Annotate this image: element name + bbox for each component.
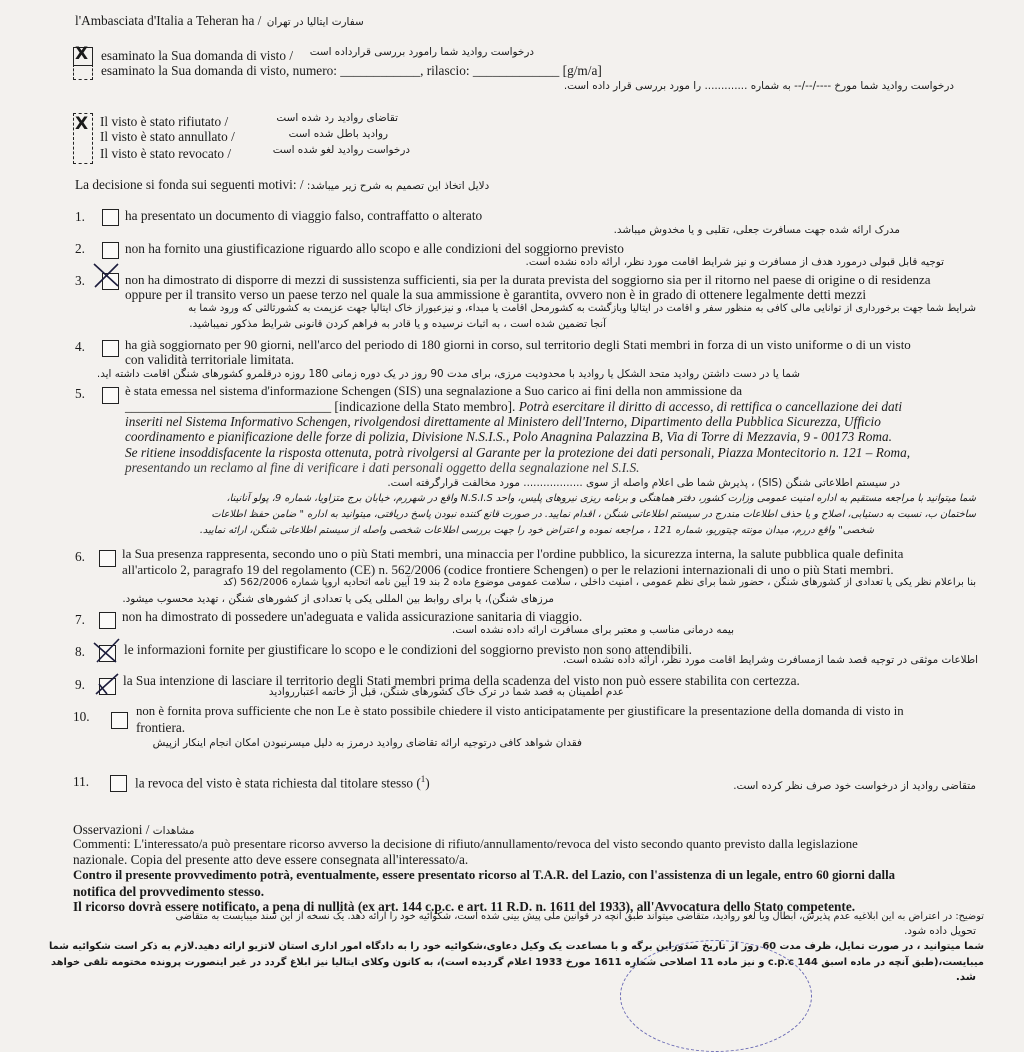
motive-5-text-2: [125, 399, 902, 414]
motive-9-text: la Sua intenzione di lasciare il territorio degli Stati membri prima della scadenza del visto non può essere stabilita con certezza.: [123, 673, 800, 688]
item-number: 5.: [75, 386, 85, 401]
motives-heading-fa: دلایل اتخاذ این تصمیم به شرح زیر میباشد:: [306, 180, 490, 192]
motive-6-checkbox[interactable]: [99, 550, 116, 567]
examined-line-1-fa: درخواست روادید شما رامورد بررسی قرارداده است: [309, 46, 534, 58]
motive-3-strike-mark: [92, 262, 120, 288]
motive-2-text: non ha fornito una giustificazione riguardo allo scopo e alle condizioni del soggiorno previsto: [125, 241, 624, 256]
official-stamp: [620, 940, 812, 1052]
motive-9-strike-mark: [93, 672, 121, 698]
motive-1-text: ha presentato un documento di viaggio falso, contraffatto o alterato: [125, 208, 483, 223]
motives-heading-text: La decisione si fonda sui seguenti motivi: /: [75, 177, 304, 192]
motive-5-checkbox[interactable]: [102, 387, 119, 404]
examined-line-2-fa: درخواست روادید شما مورخ ----/--/-- به شماره ............. را مورد بررسی قرار داده است.: [563, 80, 954, 92]
item-number: 9.: [75, 677, 85, 692]
embassy-line: [75, 13, 364, 30]
item-number: 10.: [73, 709, 90, 724]
motive-4-fa: شما یا در دست داشتن روادید متحد الشکل یا روادید با محدودیت مرزی، برای مدت 90 روز در یک دوره زمانی 180 روزه درقلمرو کشورهای شنگن اقامت داشته اید.: [96, 368, 800, 380]
comment-line-2: nazionale. Copia del presente atto deve essere consegnata all'interessato/a.: [73, 852, 469, 867]
comment-line-1: Commenti: L'interessato/a può presentare ricorso avverso la decisione di rifiuto/annullamento/revoca del visto secondo quanto previsto dalla legislazione: [73, 837, 858, 851]
comment-fa-2: تحویل داده شود.: [904, 925, 976, 937]
motive-3-text-2: oppure per il transito verso un paese terzo nel quale la sua ammissione è garantita, ovvero non è in grado di ottenere legalmente detti mezzi: [125, 287, 867, 302]
motive-11-fa: متقاضی روادید از درخواست خود صرف نظر کرده است.: [733, 780, 976, 792]
outcome-revoked-fa: درخواست روادید لغو شده است: [272, 144, 410, 156]
motive-5-fa: در سیستم اطلاعاتی شنگن (SIS) ، پذیرش شما طی اعلام واصله از سوی .................. مورد مخالفت قرارگرفته است.: [387, 477, 900, 489]
motive-11-text-end: ): [425, 775, 430, 791]
motive-10-checkbox[interactable]: [111, 712, 128, 729]
comment-line-3: Contro il presente provvedimento potrà, eventualmente, essere presentato ricorso al T.A.R. del Lazio, con l'assistenza di un legale, entro 60 giorni dalla: [73, 868, 896, 882]
item-number: 7.: [75, 612, 85, 627]
item-number: 3.: [75, 273, 85, 288]
motive-3-fa-2: آنجا تضمین شده است ، به اثبات نرسیده و یا قادر به فراهم کردن قانونی شرایط مذکور نمیباشید.: [189, 318, 606, 330]
outcome-check-mark: X: [74, 114, 89, 134]
motive-5-access-text: Potrà esercitare il diritto di accesso, di rettifica o cancellazione dei dati: [518, 399, 903, 414]
motive-6-fa: بنا براعلام نظر یکی یا تعدادی از کشورهای شنگن ، حضور شما برای نظم عمومی ، امنیت داخلی ، سلامت عمومی موضوع ماده 2 بند 19 آیین نامه اتحادیه اروپا شماره 562/2006 (کد: [223, 577, 976, 588]
motive-10-text: non è fornita prova sufficiente che non Le è stato possibile chiedere il visto anticipatamente per giustificare la presentazione della domanda di visto in: [136, 704, 904, 718]
motive-5-text-4: coordinamento e pianificazione delle forze di polizia, Divisione N.S.I.S., Polo Anagnina Palazzina B, Via di Torre di Mezzavia, 9 - 00173 Roma.: [125, 429, 892, 444]
check-mark: X: [74, 44, 89, 64]
motive-5-text-3: inseriti nel Sistema Informativo Schengen, rivolgendosi direttamente al Ministero dell'Interno, Dipartimento della Pubblica Sicurezza, Ufficio: [125, 414, 881, 429]
motive-8-text: le informazioni fornite per giustificare lo scopo e le condizioni del soggiorno previsto non sono attendibili.: [124, 642, 692, 657]
comment-line-4: notifica del provvedimento stesso.: [73, 884, 265, 899]
motive-5-text: è stata emessa nel sistema d'informazione Schengen (SIS) una segnalazione a Suo carico ai fini della non ammissione da: [125, 384, 743, 398]
item-number: 6.: [75, 549, 85, 564]
item-number: 2.: [75, 241, 85, 256]
item-number: 11.: [73, 774, 90, 789]
examined-line-2: esaminato la Sua domanda di visto, numero: ____________, rilascio: _____________ [g/m/a]: [101, 63, 602, 78]
observations-heading-fa: مشاهدات: [152, 825, 195, 837]
motive-2-fa: توجیه قابل قبولی درمورد هدف از مسافرت و نیز شرایط اقامت مورد نظر، ارائه داده نشده است.: [525, 256, 944, 268]
motive-11-text-main: la revoca del visto è stata richiesta dal titolare stesso (: [135, 775, 421, 791]
motive-1-fa: مدرک ارائه شده جهت مسافرت جعلی، تقلبی و یا مخدوش میباشد.: [613, 224, 900, 236]
motive-5-text-6: presentando un reclamo al fine di verificare i dati personali oggetto della segnalazione nel S.I.S.: [125, 460, 640, 475]
footnote-marker: 1: [420, 774, 426, 784]
motive-10-fa: فقدان شواهد کافی درتوجیه ارائه تقاضای روادید درمرز به دلیل میسرنبودن امکان انجام اینکار ازپیش: [152, 737, 582, 749]
motive-11-checkbox[interactable]: [110, 775, 127, 792]
motive-10-text-2: frontiera.: [136, 720, 186, 735]
embassy-text-fa: سفارت ایتالیا در تهران: [266, 16, 364, 28]
item-number: 4.: [75, 339, 85, 354]
comment-fa-4: میبایست،(طبق آنچه در ماده اسبق 144 c.p.c و نیز ماده 11 اصلاحی شماره 1611 مورخ 1933 اعلام گردیده است)، به کانون وکلای ایتالیا نیز ابلاغ گردد در غیر اینصورت پرونده مختومه تلقی خواهد: [51, 957, 984, 968]
outcome-refused-fa: تقاضای روادید رد شده است: [276, 112, 398, 124]
motive-7-fa: بیمه درمانی مناسب و معتبر برای مسافرت ارائه داده نشده است.: [451, 624, 734, 636]
outcome-annulled-fa: روادید باطل شده است: [288, 128, 388, 140]
outcome-revoked: Il visto è stato revocato /: [100, 146, 232, 161]
motive-6-text: la Sua presenza rappresenta, secondo uno o più Stati membri, una minaccia per l'ordine pubblico, la sicurezza interna, la salute pubblica quale definita: [122, 546, 904, 561]
motive-8-strike-mark: [92, 638, 120, 664]
outcome-refused: Il visto è stato rifiutato /: [100, 114, 229, 129]
item-number: 1.: [75, 209, 85, 224]
motive-5-fa-4: شخصی" واقع دررم، میدان مونته چیتوریو، شماره 121 ، مراجعه نموده و اعتراض خود را جهت بررسی اطلاعات شخصی واصله از سیستم اطلاعاتی شنگن، ارائه نمایید.: [199, 525, 874, 536]
motive-4-checkbox[interactable]: [102, 340, 119, 357]
motive-3-fa: شرایط شما جهت برخورداری از توانایی مالی کافی به منظور سفر و اقامت در ایتالیا وبازگشت به کشورمحل اقامت یا مبداء، و نیزعبوراز خاک ایتالیا جهت عزیمت به کشورثالثی که ورود شما به: [188, 303, 976, 314]
item-number: 8.: [75, 644, 85, 659]
motive-9-fa: عدم اطمینان به قصد شما در ترک خاک کشورهای شنگن، قبل از خاتمه اعتبارروادید: [268, 686, 624, 698]
comment-line-5: Il ricorso dovrà essere notificato, a pena di nullità (ex art. 144 c.p.c. e art. 11 R.D. n. 1611 del 1933), all'Avvocatura dello Stato competente.: [73, 899, 856, 914]
motives-heading: [75, 177, 489, 194]
examined-checkbox-2[interactable]: [73, 64, 93, 80]
motive-6-fa-2: مرزهای شنگن)، یا برای روابط بین المللی یکی یا تعدادی از کشورهای شنگن ، تهدید محسوب میشود.: [122, 593, 554, 605]
motive-5-fa-2: شما میتوانید با مراجعه مستقیم به اداره امنیت عمومی وزارت کشور، دفتر هماهنگی و برنامه ریزی نیروهای پلیس، واحد N.S.I.S واقع در شهررم، خیابان برج متزاویا، شماره 9، پولو آنانینا،: [226, 493, 976, 504]
outcome-annulled: Il visto è stato annullato /: [100, 129, 235, 144]
outcome-checkbox-group[interactable]: [73, 113, 93, 164]
motive-6-text-2: all'articolo 2, paragrafo 19 del regolamento (CE) n. 562/2006 (codice frontiere Schengen) o per le relazioni internazionali di uno o più Stati membri.: [122, 562, 894, 577]
motive-4-text: ha già soggiornato per 90 giorni, nell'arco del periodo di 180 giorni in corso, sul territorio degli Stati membri in forza di un visto uniforme o di un visto: [125, 337, 911, 352]
comment-fa-3: شما میتوانید ، در صورت تمایل، ظرف مدت 60 روز از تاریخ صدوراین برگه و با مساعدت یک وکیل دعاوی،شکوائیه خود را به دادگاه امور اداری استان لاتزیو ارائه دهید.لازم به ذکر است شکوائیه شما: [48, 941, 984, 952]
motive-3-text: non ha dimostrato di disporre di mezzi di sussistenza sufficienti, sia per la durata prevista del soggiorno sia per il ritorno nel paese di origine o di residenza: [125, 272, 931, 287]
motive-8-fa: اطلاعات موثقی در توجیه قصد شما ازمسافرت وشرایط اقامت مورد نظر، ارائه داده نشده است.: [562, 654, 978, 666]
comment-fa-1: توضیح: در اعتراض به این ابلاغیه عدم پذیرش، ابطال ویا لغو روادید، متقاضی میتواند طبق آنچه در قوانین ملی پیش بینی شده است، شکوائیه خود را ارائه دهد. یک نسخه از این سند میبایست به متقاضی: [175, 911, 984, 922]
motive-5-fa-3: ساختمان ب، نسبت به دستیابی، اصلاح و یا حذف اطلاعات مندرج در سیستم اطلاعاتی شنگن ، اقدام نمایید. در صورت قانع کننده نبودن پاسخ دریافتی، میتوانید به اداره " ضامن حفظ اطلاعات: [211, 509, 976, 520]
motive-2-checkbox[interactable]: [102, 242, 119, 259]
examined-line-1: esaminato la Sua domanda di visto /: [101, 48, 294, 63]
member-state-blank[interactable]: _______________________________ [indicazione della Stato membro].: [125, 399, 516, 414]
motive-4-text-2: con validità territoriale limitata.: [125, 352, 295, 367]
comment-fa-5: شد.: [955, 971, 976, 983]
observations-heading-text: Osservazioni /: [73, 822, 150, 837]
motive-11-text: [135, 772, 430, 790]
motive-5-text-5: Se ritiene insoddisfacente la risposta ottenuta, potrà rivolgersi al Garante per la protezione dei dati personali, Piazza Montecitorio n. 121 – Roma,: [125, 445, 911, 460]
motive-1-checkbox[interactable]: [102, 209, 119, 226]
embassy-text: l'Ambasciata d'Italia a Teheran ha /: [75, 13, 262, 28]
motive-7-text: non ha dimostrato di possedere un'adeguata e valida assicurazione sanitaria di viaggio.: [122, 609, 583, 624]
motive-7-checkbox[interactable]: [99, 612, 116, 629]
